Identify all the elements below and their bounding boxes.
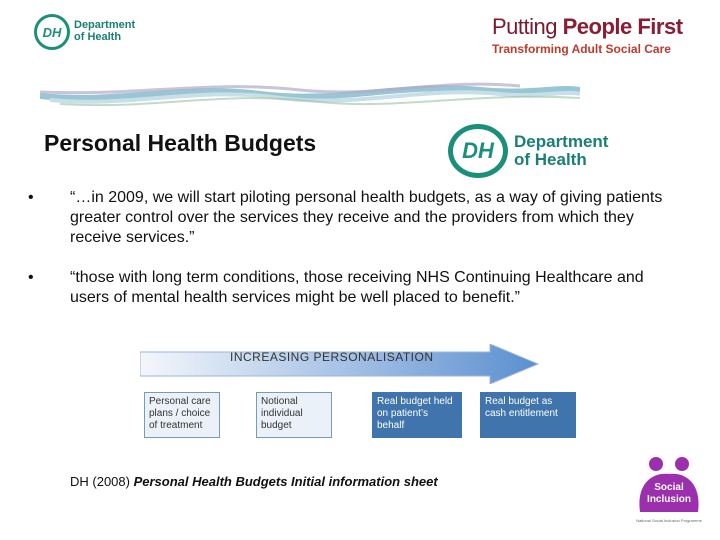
ppf-title bbox=[492, 14, 683, 40]
citation-source: DH (2008) bbox=[70, 474, 134, 489]
wave-ribbon-decoration bbox=[40, 76, 580, 114]
si-line2: Inclusion bbox=[647, 494, 691, 505]
bullet-text: “…in 2009, we will start piloting personal health budgets, as a way of giving patients greater control over the services they receive and the providers from which they receive services.” bbox=[70, 189, 663, 246]
si-tagline: National Social Inclusion Programme bbox=[636, 518, 702, 523]
bullet-marker: • bbox=[28, 189, 34, 206]
citation-title: Personal Health Budgets Initial information sheet bbox=[133, 474, 438, 489]
dh-logo-small bbox=[34, 14, 135, 50]
arrow-label: INCREASING PERSONALISATION bbox=[230, 350, 434, 364]
slide-title: Personal Health Budgets bbox=[44, 130, 317, 156]
dh-logo-large-line1: Department bbox=[514, 132, 609, 152]
bullet-item-1 bbox=[28, 188, 668, 248]
social-inclusion-logo bbox=[634, 452, 704, 532]
stage-box-2: Notional individual budget bbox=[256, 392, 332, 438]
bullet-text: “those with long term conditions, those receiving NHS Continuing Healthcare and users of mental health services might be well placed to benefit.” bbox=[70, 269, 644, 306]
si-line1: Social bbox=[654, 482, 684, 493]
ppf-title-part1: Putting bbox=[492, 14, 563, 39]
stage-box-1: Personal care plans / choice of treatment bbox=[144, 392, 220, 438]
dh-logo-large-line2: of Health bbox=[514, 150, 587, 169]
bullet-marker: • bbox=[28, 269, 34, 286]
dh-logo-text bbox=[74, 20, 135, 43]
dh-logo-line2: of Health bbox=[74, 31, 122, 43]
social-inclusion-icon bbox=[634, 452, 704, 532]
ppf-title-part2: People First bbox=[562, 14, 683, 39]
dh-logo-large bbox=[448, 124, 608, 178]
dh-logo-line1: Department bbox=[74, 19, 136, 32]
personalisation-diagram bbox=[140, 344, 580, 444]
bullet-item-2 bbox=[28, 268, 668, 308]
stage-box-3: Real budget held on patient’s behalf bbox=[372, 392, 462, 438]
dh-logo-large-text bbox=[514, 133, 608, 169]
dh-badge-icon: DH bbox=[34, 14, 70, 50]
stage-box-4: Real budget as cash entitlement bbox=[480, 392, 576, 438]
ppf-subtitle: Transforming Adult Social Care bbox=[492, 42, 671, 56]
ppf-logo bbox=[492, 14, 683, 56]
citation bbox=[70, 474, 438, 489]
dh-badge-large-icon: DH bbox=[448, 124, 508, 178]
